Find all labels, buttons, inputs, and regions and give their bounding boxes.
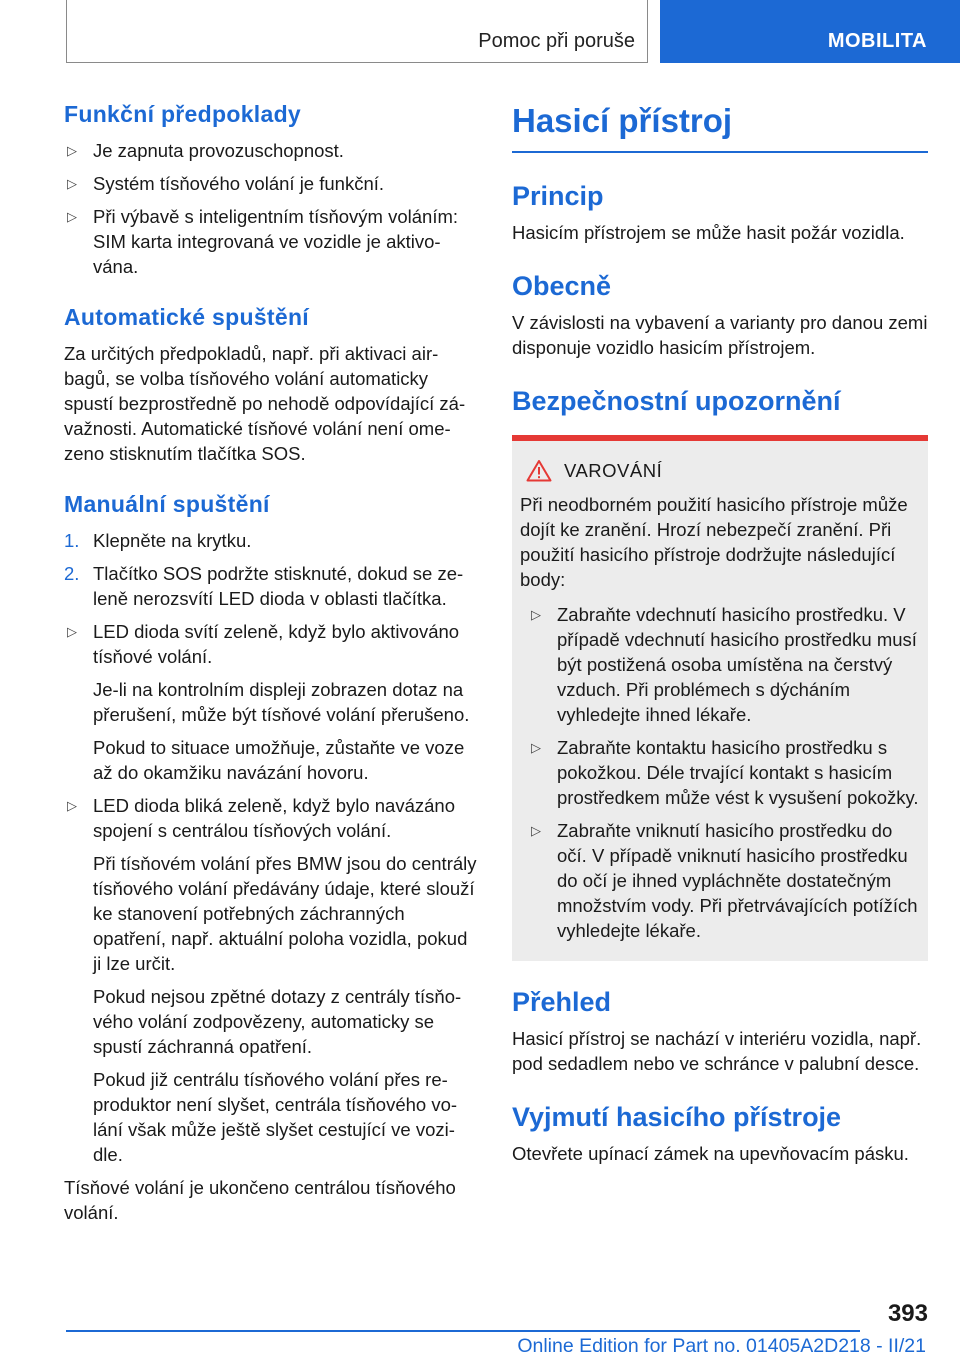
footer-edition: Online Edition for Part no. 01405A2D218 - II/21 (517, 1335, 926, 1357)
triangle-bullet-icon: ▷ (67, 797, 77, 813)
header-chapter-label: MOBILITA (827, 30, 927, 52)
triangle-bullet-icon: ▷ (67, 175, 77, 191)
list-item: ▷ LED dioda bliká zeleně, když bylo navázáno spojení s centrálou tísňových volání. (67, 794, 456, 841)
triangle-bullet-icon: ▷ (531, 740, 541, 756)
step-item: 1. Klepněte na krytku. (64, 529, 252, 551)
heading-fire-extinguisher: Hasicí přístroj (512, 100, 928, 153)
triangle-bullet-icon: ▷ (67, 623, 77, 639)
heading-conditions: Funkční předpoklady (64, 101, 302, 127)
auto-start-text: Za určitých předpokladů, např. při aktivaci airbagů, se volba tísňového volání automaticky spustí bezprostředně po nehodě odpovídající závažnosti. Automatické tísňové volání není omezeno stisknutím tlačítka SOS. (64, 342, 466, 464)
section-principle (512, 179, 928, 245)
end-call-text: Tísňové volání je ukončeno centrálou tísňového volání. (64, 1176, 456, 1223)
list-item: ▷ Zabraňte kontaktu hasicího prostředku s pokožkou. Déle trvající kontakt s hasicím prostředkem může vést k vysušení pokožky. (531, 737, 919, 809)
section-manual-start (64, 490, 477, 1225)
step-number: 2. (64, 562, 80, 584)
warning-text: Při neodborném použití hasicího přístroje může dojít ke zranění. Hrozí nebezpečí zranění. Při použití hasicího přístroje dodržujte následující body: (520, 494, 908, 591)
heading-manual-start: Manuální spuštění (64, 490, 270, 517)
principle-text: Hasicím přístrojem se může hasit požár vozidla. (512, 221, 905, 243)
warning-triangle-icon (526, 459, 552, 482)
overview-text: Hasicí přístroj se nachází v interiéru vozidla, např. pod sedadlem nebo ve schránce v palubní desce. (512, 1028, 922, 1075)
list-item: ▷ Při výbavě s inteligentním tísňovým voláním: SIM karta integrovaná ve vozidle je aktivována. (67, 205, 459, 277)
sub-paragraph: Pokud již centrálu tísňového volání přes reproduktor není slyšet, centrála tísňového volání však může ještě slyšet cestující ve vozidle. (93, 1068, 458, 1165)
list-item: ▷ Zabraňte vdechnutí hasicího prostředku. V případě vdechnutí hasicího prostředku musí být postižená osoba umístěna na čerstvý vzduch. Při problémech s dýcháním vyhledejte ihned lékaře. (531, 604, 917, 726)
header-chapter-tab (660, 0, 960, 63)
header-section-title: Pomoc při poruše (478, 30, 635, 52)
list-item: ▷ Je zapnuta provozuschopnost. (67, 139, 344, 161)
section-general (512, 269, 928, 360)
heading-principle: Princip (512, 180, 604, 211)
triangle-bullet-icon: ▷ (67, 142, 77, 158)
section-removal (512, 1100, 928, 1166)
left-column (64, 100, 477, 1225)
header-section-box (66, 0, 648, 63)
general-text: V závislosti na vybavení a varianty pro danou zemi disponuje vozidlo hasicím přístrojem. (512, 312, 928, 359)
section-conditions (64, 100, 477, 279)
removal-text: Otevřete upínací zámek na upevňovacím pásku. (512, 1143, 909, 1165)
sub-paragraph: Při tísňovém volání přes BMW jsou do centrály tísňového volání předávány údaje, které slouží ke stanovení potřebných záchranných opatření, např. aktuální poloha vozidla, pokud ji lze určit. (93, 852, 477, 974)
warning-header (526, 459, 920, 482)
heading-overview: Přehled (512, 987, 612, 1018)
sub-paragraph: Pokud to situace umožňuje, zůstaňte ve voze až do okamžiku navázání hovoru. (93, 736, 465, 783)
sub-paragraph: Je-li na kontrolním displeji zobrazen dotaz na přerušení, může být tísňové volání přerušeno. (93, 678, 470, 725)
list-item: ▷ Zabraňte vniknutí hasicího prostředku do očí. V případě vniknutí hasicího prostředku do očí je ihned vypláchněte dostatečným množstvím vody. Při přetrvávajících potížích vyhledejte lékaře. (531, 820, 918, 942)
heading-removal: Vyjmutí hasicího přístroje (512, 1102, 842, 1133)
sub-paragraph: Pokud nejsou zpětné dotazy z centrály tísňového volání zodpovězeny, automaticky se spustí záchranná opatření. (93, 985, 462, 1057)
list-item: ▷ LED dioda svítí zeleně, když bylo aktivováno tísňové volání. (67, 620, 460, 667)
footer-divider (66, 1330, 860, 1332)
heading-auto-start: Automatické spuštění (64, 303, 309, 330)
triangle-bullet-icon: ▷ (531, 607, 541, 623)
page-number: 393 (887, 1300, 928, 1327)
step-item: 2. Tlačítko SOS podržte stisknuté, dokud se zeleně nerozsvítí LED dioda v oblasti tlačítka. (64, 562, 464, 609)
warning-box (512, 435, 928, 961)
heading-general: Obecně (512, 270, 612, 301)
heading-safety: Bezpečnostní upozornění (512, 386, 841, 417)
section-auto-start (64, 303, 477, 466)
triangle-bullet-icon: ▷ (67, 208, 77, 224)
warning-title: VAROVÁNÍ (564, 459, 663, 481)
right-column (512, 100, 928, 1166)
triangle-bullet-icon: ▷ (531, 823, 541, 839)
step-number: 1. (64, 529, 80, 551)
list-item: ▷ Systém tísňového volání je funkční. (67, 172, 385, 194)
section-overview (512, 985, 928, 1076)
